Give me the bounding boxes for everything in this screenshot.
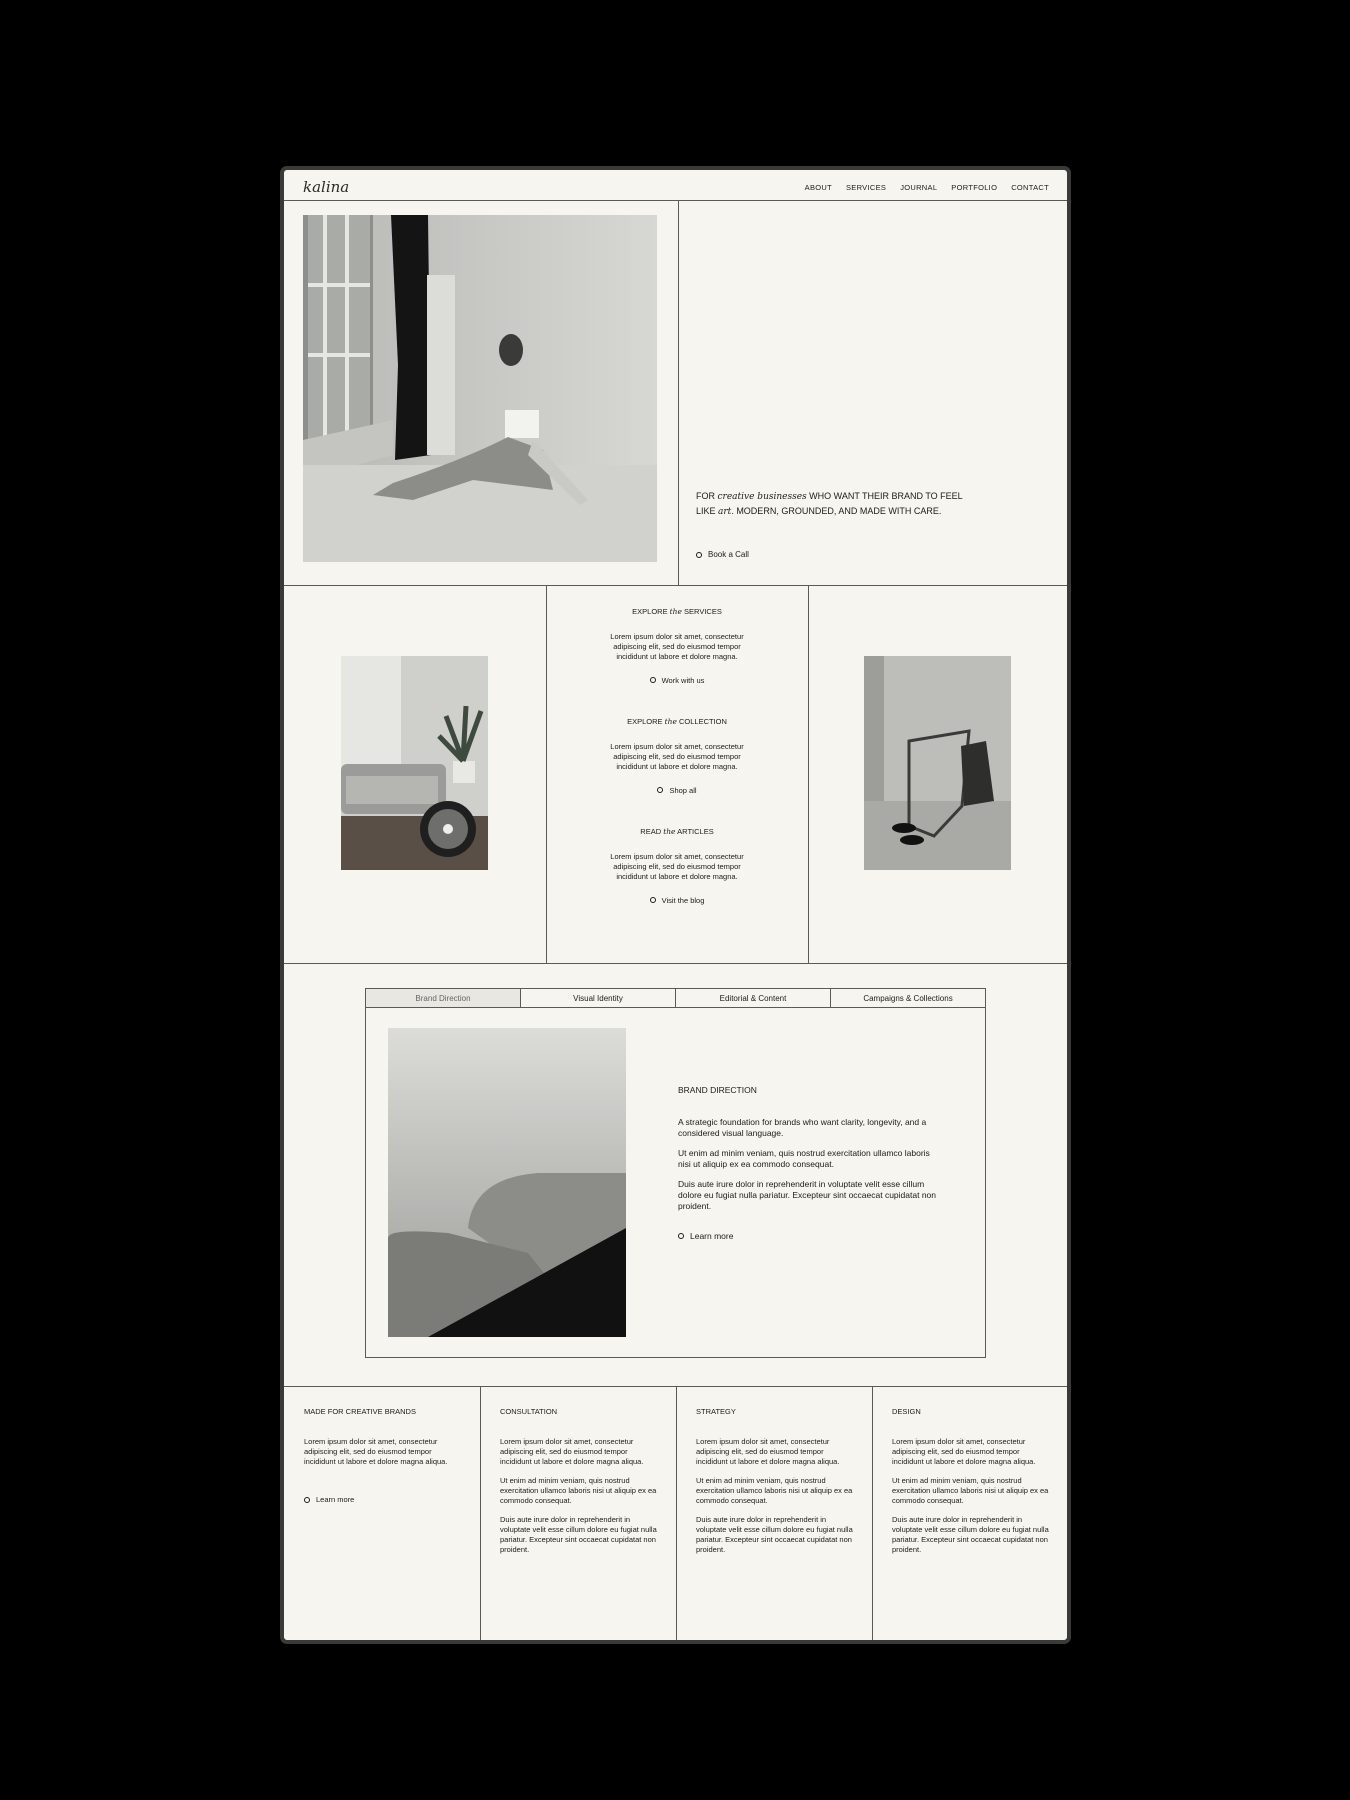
column-body: Ut enim ad minim veniam, quis nostrud exercitation ullamco laboris nisi ut aliquip ex ea commodo consequat. — [892, 1476, 1049, 1505]
learn-more-link[interactable]: Learn more — [678, 1231, 733, 1241]
brand-direction-p3: Duis aute irure dolor in reprehenderit in voluptate velit esse cillum dolore eu fugiat nulla pariatur. Excepteur sint occaecat cupidatat non proident. — [678, 1179, 937, 1211]
bullet-icon — [650, 677, 656, 683]
column-body: Duis aute irure dolor in reprehenderit in voluptate velit esse cillum dolore eu fugiat nulla pariatur. Excepteur sint occaecat cupidatat non proident. — [892, 1515, 1049, 1554]
tab-brand-direction[interactable]: Brand Direction — [366, 989, 521, 1007]
hero-divider — [678, 200, 679, 586]
nav-services[interactable]: SERVICES — [845, 183, 887, 192]
visit-blog-link[interactable]: Visit the blog — [650, 896, 705, 905]
brand-direction-p2: Ut enim ad minim veniam, quis nostrud exercitation ullamco laboris nisi ut aliquip ex ea commodo consequat. — [678, 1148, 930, 1169]
column-divider — [872, 1386, 873, 1644]
nav-portfolio[interactable]: PORTFOLIO — [951, 183, 998, 192]
explore-services — [602, 607, 752, 688]
column-creative-brands — [304, 1407, 464, 1476]
shop-all-link[interactable]: Shop all — [657, 786, 696, 795]
main-nav — [805, 183, 1049, 192]
tab-campaigns-collections[interactable]: Campaigns & Collections — [863, 993, 953, 1003]
browser-frame — [280, 166, 1071, 1644]
column-body: Ut enim ad minim veniam, quis nostrud exercitation ullamco laboris nisi ut aliquip ex ea commodo consequat. — [696, 1476, 853, 1505]
brand-direction-content — [678, 1085, 940, 1221]
tab-visual-identity[interactable]: Visual Identity — [521, 989, 676, 1007]
read-articles-title: READ the ARTICLES — [640, 827, 714, 836]
column-body: Lorem ipsum dolor sit amet, consectetur adipiscing elit, sed do eiusmod tempor incididunt ut labore et dolore magna aliqua. — [696, 1437, 840, 1466]
explore-collection-body: Lorem ipsum dolor sit amet, consectetur adipiscing elit, sed do eiusmod tempor incididunt ut labore et dolore magna. — [610, 742, 744, 771]
read-articles — [602, 827, 752, 908]
column-consultation — [500, 1407, 660, 1564]
column-title: CONSULTATION — [500, 1407, 558, 1416]
bullet-icon — [650, 897, 656, 903]
chair-jacket-photo — [864, 656, 1011, 870]
column-divider — [676, 1386, 677, 1644]
brand-direction-title: BRAND DIRECTION — [678, 1085, 757, 1095]
bullet-icon — [304, 1497, 310, 1503]
interior-sofa-photo — [341, 656, 488, 870]
nav-about[interactable]: ABOUT — [804, 183, 832, 192]
site-logo[interactable]: kalina — [303, 178, 350, 196]
section-divider — [284, 585, 1067, 586]
column-divider — [480, 1386, 481, 1644]
section-divider — [284, 963, 1067, 964]
book-call-link[interactable]: Book a Call — [696, 550, 749, 559]
services-tabs — [365, 988, 986, 1008]
column-body: Duis aute irure dolor in reprehenderit in voluptate velit esse cillum dolore eu fugiat nulla pariatur. Excepteur sint occaecat cupidatat non proident. — [696, 1515, 853, 1554]
work-with-us-link[interactable]: Work with us — [650, 676, 705, 685]
explore-divider-right — [808, 585, 809, 963]
explore-collection — [602, 717, 752, 798]
column-body: Lorem ipsum dolor sit amet, consectetur adipiscing elit, sed do eiusmod tempor incididunt ut labore et dolore magna aliqua. — [892, 1437, 1036, 1466]
nav-contact[interactable]: CONTACT — [1011, 183, 1049, 192]
column-title: MADE FOR CREATIVE BRANDS — [304, 1407, 416, 1416]
sofa-detail-photo — [388, 1028, 626, 1337]
hero-photo-woman — [303, 215, 657, 562]
header-divider — [284, 200, 1067, 201]
column-body: Lorem ipsum dolor sit amet, consectetur adipiscing elit, sed do eiusmod tempor incididunt ut labore et dolore magna aliqua. — [500, 1437, 644, 1466]
bullet-icon — [696, 552, 702, 558]
column-learn-more-link[interactable]: Learn more — [304, 1495, 354, 1504]
nav-journal[interactable]: JOURNAL — [900, 183, 938, 192]
explore-services-title: EXPLORE the SERVICES — [632, 607, 722, 616]
brand-direction-p1: A strategic foundation for brands who want clarity, longevity, and a considered visual language. — [678, 1117, 927, 1138]
tab-editorial-content[interactable]: Editorial & Content — [676, 989, 831, 1007]
column-title: STRATEGY — [696, 1407, 736, 1416]
bullet-icon — [657, 787, 663, 793]
read-articles-body: Lorem ipsum dolor sit amet, consectetur adipiscing elit, sed do eiusmod tempor incididunt ut labore et dolore magna. — [610, 852, 744, 881]
bullet-icon — [678, 1233, 684, 1239]
column-title: DESIGN — [892, 1407, 921, 1416]
column-design — [892, 1407, 1052, 1564]
column-body: Duis aute irure dolor in reprehenderit in voluptate velit esse cillum dolore eu fugiat nulla pariatur. Excepteur sint occaecat cupidatat non proident. — [500, 1515, 657, 1554]
column-body: Ut enim ad minim veniam, quis nostrud exercitation ullamco laboris nisi ut aliquip ex ea commodo consequat. — [500, 1476, 657, 1505]
explore-divider-left — [546, 585, 547, 963]
hero-tagline: FOR creative businesses WHO WANT THEIR BRAND TO FEEL LIKE art. MODERN, GROUNDED, AND MADE WITH CARE. — [696, 491, 963, 517]
explore-collection-title: EXPLORE the COLLECTION — [627, 717, 727, 726]
explore-services-body: Lorem ipsum dolor sit amet, consectetur adipiscing elit, sed do eiusmod tempor incididunt ut labore et dolore magna. — [610, 632, 744, 661]
column-strategy — [696, 1407, 856, 1564]
column-body: Lorem ipsum dolor sit amet, consectetur adipiscing elit, sed do eiusmod tempor incididunt ut labore et dolore magna aliqua. — [304, 1437, 448, 1466]
